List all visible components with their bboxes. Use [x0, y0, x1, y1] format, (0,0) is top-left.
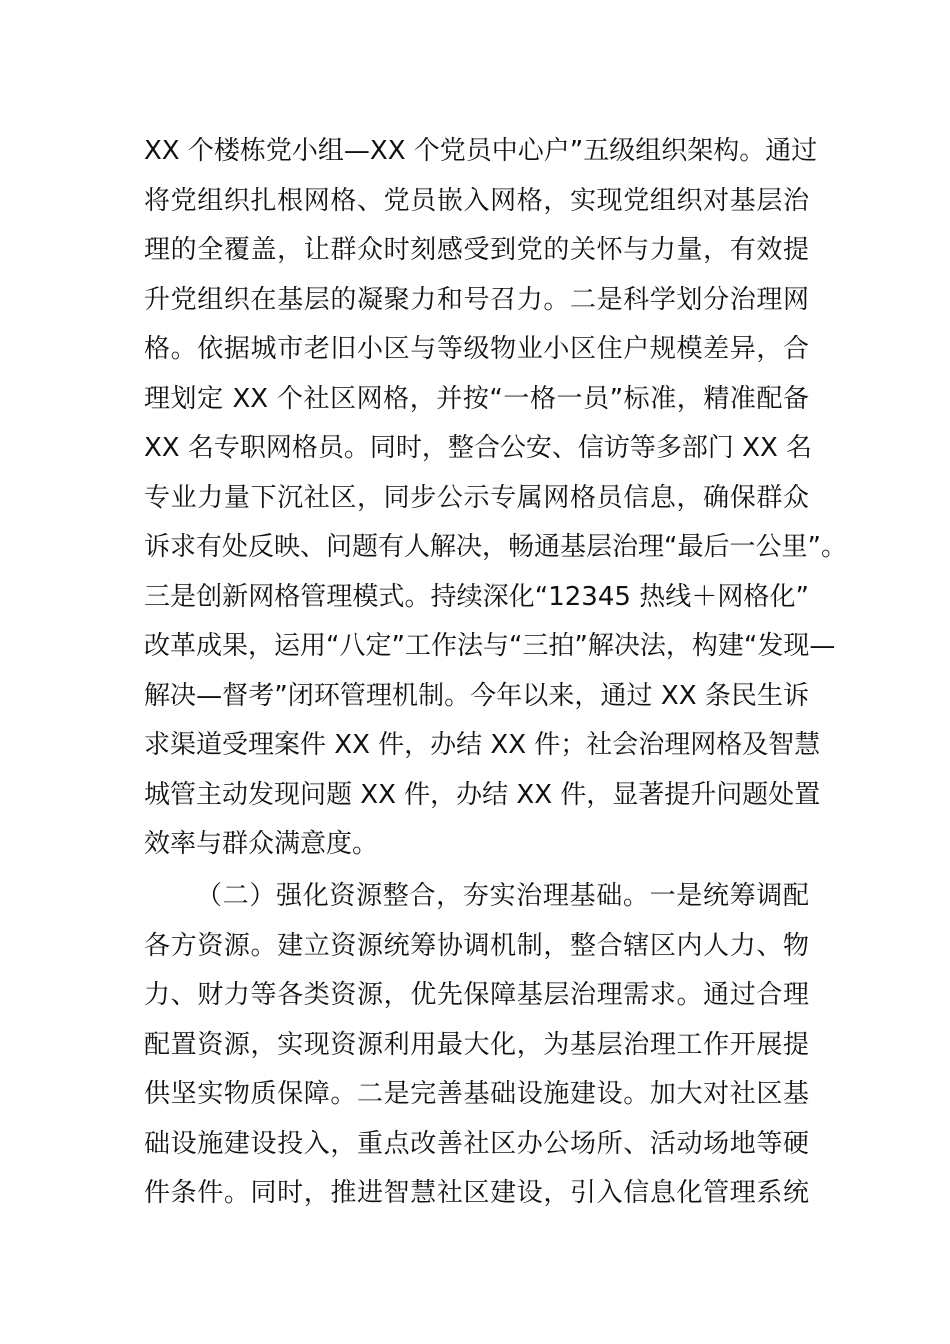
text-line: 诉求有处反映、问题有人解决，畅通基层治理“最后一公里”。 [144, 532, 847, 562]
text-line: XX 个楼栋党小组—XX 个党员中心户”五级组织架构。通过 [144, 136, 818, 166]
text-line: 改革成果，运用“八定”工作法与“三拍”解决法，构建“发现— [144, 631, 836, 661]
text-line: 求渠道受理案件 XX 件，办结 XX 件；社会治理网格及智慧 [144, 730, 821, 760]
text-line: 础设施建设投入，重点改善社区办公场所、活动场地等硬 [144, 1128, 809, 1159]
text-line: 理划定 XX 个社区网格，并按“一格一员”标准，精准配备 [144, 383, 809, 414]
text-line: 理的全覆盖，让群众时刻感受到党的关怀与力量，有效提 [144, 235, 809, 265]
text-line: 升党组织在基层的凝聚力和号召力。二是科学划分治理网 [144, 284, 809, 315]
paragraph-grid-management [144, 127, 847, 870]
text-line: XX 名专职网格员。同时，整合公安、信访等多部门 XX 名 [144, 433, 813, 463]
text-line: 供坚实物质保障。二是完善基础设施建设。加大对社区基 [144, 1079, 809, 1109]
text-line: 将党组织扎根网格、党员嵌入网格，实现党组织对基层治 [144, 185, 809, 216]
paragraph-resource-integration [144, 872, 809, 1219]
text-line: 专业力量下沉社区，同步公示专属网格员信息，确保群众 [144, 482, 809, 513]
text-line: 配置资源，实现资源利用最大化，为基层治理工作开展提 [144, 1029, 809, 1060]
text-line: 解决—督考”闭环管理机制。今年以来，通过 XX 条民生诉 [144, 680, 809, 711]
text-line: 效率与群众满意度。 [144, 829, 379, 859]
text-line: 格。依据城市老旧小区与等级物业小区住户规模差异，合 [144, 334, 809, 364]
section-heading-line: （二）强化资源整合，夯实治理基础。一是统筹调配 [196, 881, 809, 911]
text-line: 各方资源。建立资源统筹协调机制，整合辖区内人力、物 [144, 930, 809, 961]
text-line: 三是创新网格管理模式。持续深化“12345 热线＋网格化” [144, 581, 809, 612]
text-line: 城管主动发现问题 XX 件，办结 XX 件，显著提升问题处置 [144, 779, 821, 810]
text-line: 力、财力等各类资源，优先保障基层治理需求。通过合理 [144, 980, 809, 1010]
text-line: 件条件。同时，推进智慧社区建设，引入信息化管理系统 [144, 1178, 809, 1208]
